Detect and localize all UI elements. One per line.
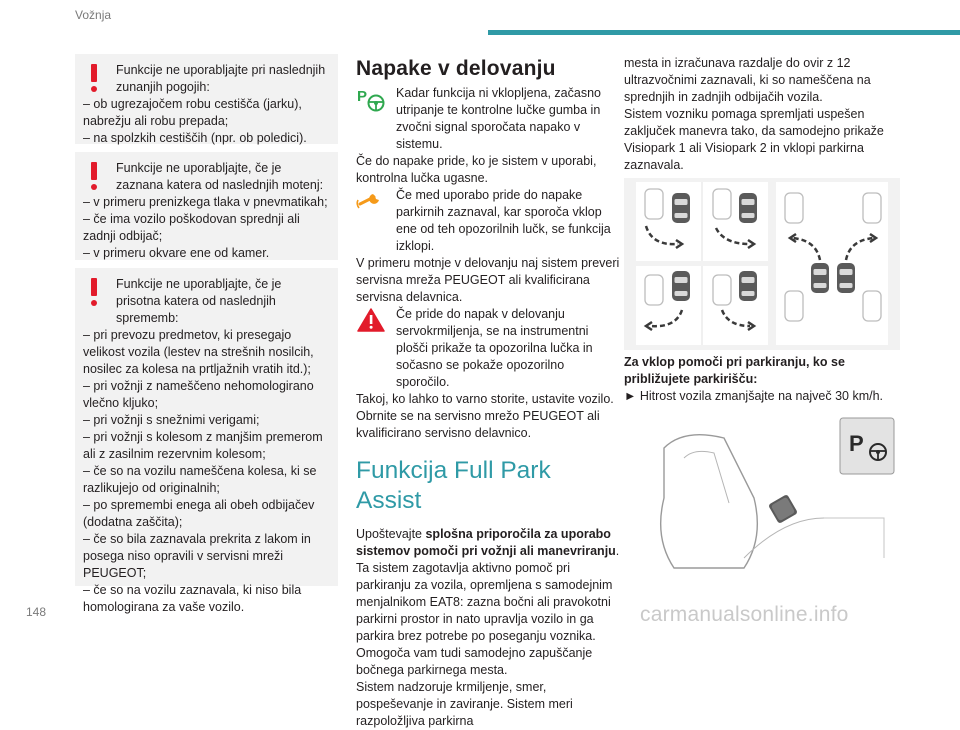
section-heading-full-park-assist: Funkcija Full Park Assist: [356, 457, 551, 514]
malfunction-text: Če pride do napak v delovanju servokrmiljenja, se na instrumentni plošči prikaže ta opozorilna lučka in sočasno se pokaže opozorilno sporočilo.: [396, 307, 593, 389]
warning-triangle-icon: [356, 307, 386, 333]
park-assist-button-illustration: [624, 418, 900, 568]
malfunction-text: V primeru motnje v delovanju naj sistem preveri servisna mreža PEUGEOT ali kvalificirana servisna delavnica.: [356, 256, 620, 304]
right-column: [624, 55, 900, 174]
fullpark-body: Ta sistem zagotavlja aktivno pomoč pri parkiranju za vozila, opremljena s samodejnim menjalnikom EAT8: zazna bočni ali pravokotni parkirni prostor in nato upravlja vozilo in ga parkira brez potrebe po poseganju voznika. Omogoča vam tudi samodejno zapuščanje bočnega parkirnega mesta.: [356, 561, 613, 677]
svg-text:P: P: [357, 88, 368, 105]
warning-item: – če so na vozilu nameščena kolesa, ki se razlikujejo od originalnih;: [83, 464, 317, 495]
sensor-wrench-icon: [356, 188, 386, 214]
warning-item: – pri vožnji s kolesom z manjšim premerom ali z zasilnim rezervnim kolesom;: [83, 430, 323, 461]
warning-box-conditions: [75, 54, 338, 144]
activation-step: ► Hitrost vozila zmanjšajte na največ 30 km/h.: [624, 389, 884, 403]
warning-item: – če ima vozilo poškodovan sprednji ali zadnji odbijač;: [83, 212, 300, 243]
warning-exclamation-icon: [91, 278, 97, 306]
warning-intro: Funkcije ne uporabljajte pri naslednjih zunanjih pogojih:: [116, 63, 326, 94]
warning-item: – na spolzkih cestiščih (npr. ob poledici).: [83, 131, 307, 145]
page-number: 148: [26, 605, 47, 619]
park-assist-icon: [356, 86, 386, 112]
warning-intro: Funkcije ne uporabljajte, če je zaznana katera od naslednjih motenj:: [116, 161, 324, 192]
fullpark-body: Sistem nadzoruje krmiljenje, smer, pospeševanje in zaviranje. Sistem meri razpoložljiva parkirna: [356, 680, 573, 728]
malfunction-text: Takoj, ko lahko to varno storite, ustavite vozilo. Obrnite se na servisno mrežo PEUGEOT ali kvalificirano servisno delavnico.: [356, 392, 614, 440]
middle-column: [356, 55, 621, 730]
activation-instructions: [624, 354, 900, 405]
malfunction-text: Če do napake pride, ko je sistem v uporabi, kontrolna lučka ugasne.: [356, 154, 597, 185]
park-assist-button-icon: [840, 418, 894, 474]
fullpark-intro: Upoštevajte splošna priporočila za uporabo sistemov pomoči pri vožnji ali manevriranju.: [356, 527, 620, 558]
warning-item: – pri vožnji z nameščeno nehomologirano vlečno kljuko;: [83, 379, 314, 410]
parking-manoeuvre-diagram: [624, 178, 900, 350]
warning-item: – ob ugrezajočem robu cestišča (jarku), nabrežju ali robu prepada;: [83, 97, 302, 128]
warning-item: – pri prevozu predmetov, ki presegajo velikost vozila (lestev na strešnih nosilcih, nosilec za kolesa na prtljažnih vratih itd.);: [83, 328, 314, 376]
malfunction-text: Kadar funkcija ni vklopljena, začasno utripanje te kontrolne lučke gumba in zvočni signal sporočata napako v sistemu.: [396, 86, 601, 151]
warning-exclamation-icon: [91, 162, 97, 190]
header-accent-bar: [488, 30, 960, 35]
warning-item: – če so na vozilu zaznavala, ki niso bila homologirana za vaše vozilo.: [83, 583, 302, 614]
malfunction-text: Če med uporabo pride do napake parkirnih zaznaval, kar sporoča vklop ene od teh opozorilnih lučk, se funkcija izklopi.: [396, 188, 611, 253]
warning-item: – če so bila zaznavala prekrita z lakom in posega niso opravili v servisni mreži PEUGEOT;: [83, 532, 311, 580]
warning-exclamation-icon: [91, 64, 97, 92]
warning-box-modifications: [75, 268, 338, 614]
gear-console-svg: [624, 418, 900, 568]
watermark: carmanualsonline.info: [640, 603, 849, 626]
svg-text:P: P: [849, 431, 864, 456]
malfunction-paragraph-2: [356, 187, 621, 306]
section-heading-malfunction: Napake v delovanju: [356, 57, 556, 80]
activation-heading: Za vklop pomoči pri parkiranju, ko se približujete parkirišču:: [624, 355, 845, 386]
warning-box-faults: [75, 152, 338, 260]
right-text: Sistem vozniku pomaga spremljati uspešen zaključek manevra tako, da samodejno prikaže Visiopark 1 ali Visiopark 2 in vklopi parkirna zaznavala.: [624, 107, 884, 172]
warning-item: – v primeru okvare ene od kamer.: [83, 246, 270, 260]
right-text: mesta in izračunava razdalje do ovir z 12 ultrazvočnimi zaznavali, ki so nameščena na sprednjih in zadnjih odbijačih vozila.: [624, 56, 871, 104]
warning-item: – po spremembi enega ali obeh odbijačev (dodatna zaščita);: [83, 498, 315, 529]
page-section-title: Vožnja: [75, 8, 112, 22]
malfunction-paragraph-3: [356, 306, 621, 442]
parking-diagram-svg: [624, 178, 900, 350]
warning-item: – pri vožnji s snežnimi verigami;: [83, 413, 260, 427]
warning-item: – v primeru prenizkega tlaka v pnevmatikah;: [83, 195, 328, 209]
malfunction-paragraph-1: [356, 85, 621, 187]
warning-intro: Funkcije ne uporabljajte, če je prisotna katera od naslednjih sprememb:: [116, 277, 282, 325]
